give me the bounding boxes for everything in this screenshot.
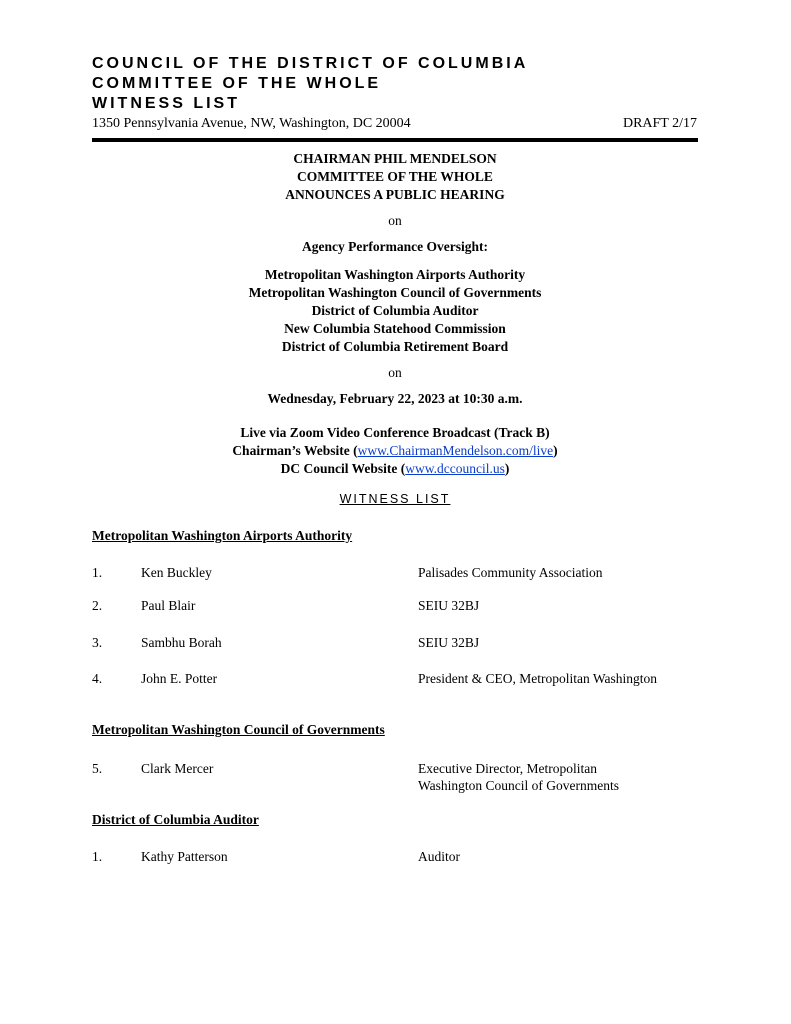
agency-council-of-governments: Metropolitan Washington Council of Governments	[248, 285, 542, 300]
council-title: COUNCIL OF THE DISTRICT OF COLUMBIA	[92, 55, 529, 72]
witness-name: Sambhu Borah	[141, 635, 222, 650]
on-line-2: on	[388, 365, 402, 380]
council-website-suffix: )	[504, 461, 510, 476]
witness-organization: President & CEO, Metropolitan Washington	[418, 671, 658, 686]
agency-statehood-commission: New Columbia Statehood Commission	[284, 321, 506, 336]
chairman-website-prefix: Chairman’s Website (	[232, 443, 358, 458]
section-title-airports: Metropolitan Washington Airports Authority	[92, 528, 353, 543]
committee-title: COMMITTEE OF THE WHOLE	[92, 75, 382, 92]
witness-number: 4.	[92, 671, 103, 686]
hearing-topic: Agency Performance Oversight:	[302, 239, 488, 254]
witness-organization: Palisades Community Association	[418, 565, 603, 580]
witness-organization-line-2: Washington Council of Governments	[418, 778, 620, 793]
agency-airports: Metropolitan Washington Airports Authority	[264, 267, 526, 282]
agency-retirement-board: District of Columbia Retirement Board	[281, 339, 509, 354]
witness-name: Paul Blair	[141, 598, 196, 613]
section-title-council-of-governments: Metropolitan Washington Council of Governments	[92, 722, 385, 737]
witness-organization: Auditor	[418, 849, 460, 864]
committee-line: COMMITTEE OF THE WHOLE	[297, 169, 493, 184]
witness-number: 5.	[92, 761, 103, 776]
witness-number: 1.	[92, 849, 103, 864]
announces-line: ANNOUNCES A PUBLIC HEARING	[285, 187, 505, 202]
witness-number: 3.	[92, 635, 103, 650]
address: 1350 Pennsylvania Avenue, NW, Washington, DC 20004	[92, 116, 411, 131]
chairman-website-link[interactable]: www.ChairmanMendelson.com/live	[357, 443, 554, 458]
witness-name: Kathy Patterson	[141, 849, 228, 864]
agency-auditor: District of Columbia Auditor	[311, 303, 479, 318]
hearing-date: Wednesday, February 22, 2023 at 10:30 a.m.	[267, 391, 523, 406]
chairman-line: CHAIRMAN PHIL MENDELSON	[293, 151, 497, 166]
witness-organization: SEIU 32BJ	[418, 635, 480, 650]
witness-list-title: WITNESS LIST	[92, 95, 240, 112]
chairman-website-suffix: )	[553, 443, 558, 458]
witness-list-heading-text: WITNESS LIST	[339, 492, 451, 506]
witness-number: 2.	[92, 598, 103, 613]
witness-list-heading	[92, 492, 698, 506]
draft-label: DRAFT 2/17	[622, 116, 697, 131]
council-website-link[interactable]: www.dccouncil.us	[405, 461, 505, 476]
council-website-line	[92, 460, 698, 478]
section-title-auditor: District of Columbia Auditor	[92, 812, 259, 827]
chairman-website-line	[92, 442, 698, 460]
witness-name: Ken Buckley	[141, 565, 212, 580]
witness-name: Clark Mercer	[141, 761, 214, 776]
header-divider	[92, 138, 698, 142]
witness-organization: Executive Director, Metropolitan	[418, 761, 598, 776]
on-line-1: on	[388, 213, 402, 228]
broadcast-line: Live via Zoom Video Conference Broadcast (Track B)	[240, 425, 550, 440]
council-website-prefix: DC Council Website (	[280, 461, 406, 476]
witness-name: John E. Potter	[141, 671, 218, 686]
witness-organization: SEIU 32BJ	[418, 598, 480, 613]
witness-number: 1.	[92, 565, 103, 580]
